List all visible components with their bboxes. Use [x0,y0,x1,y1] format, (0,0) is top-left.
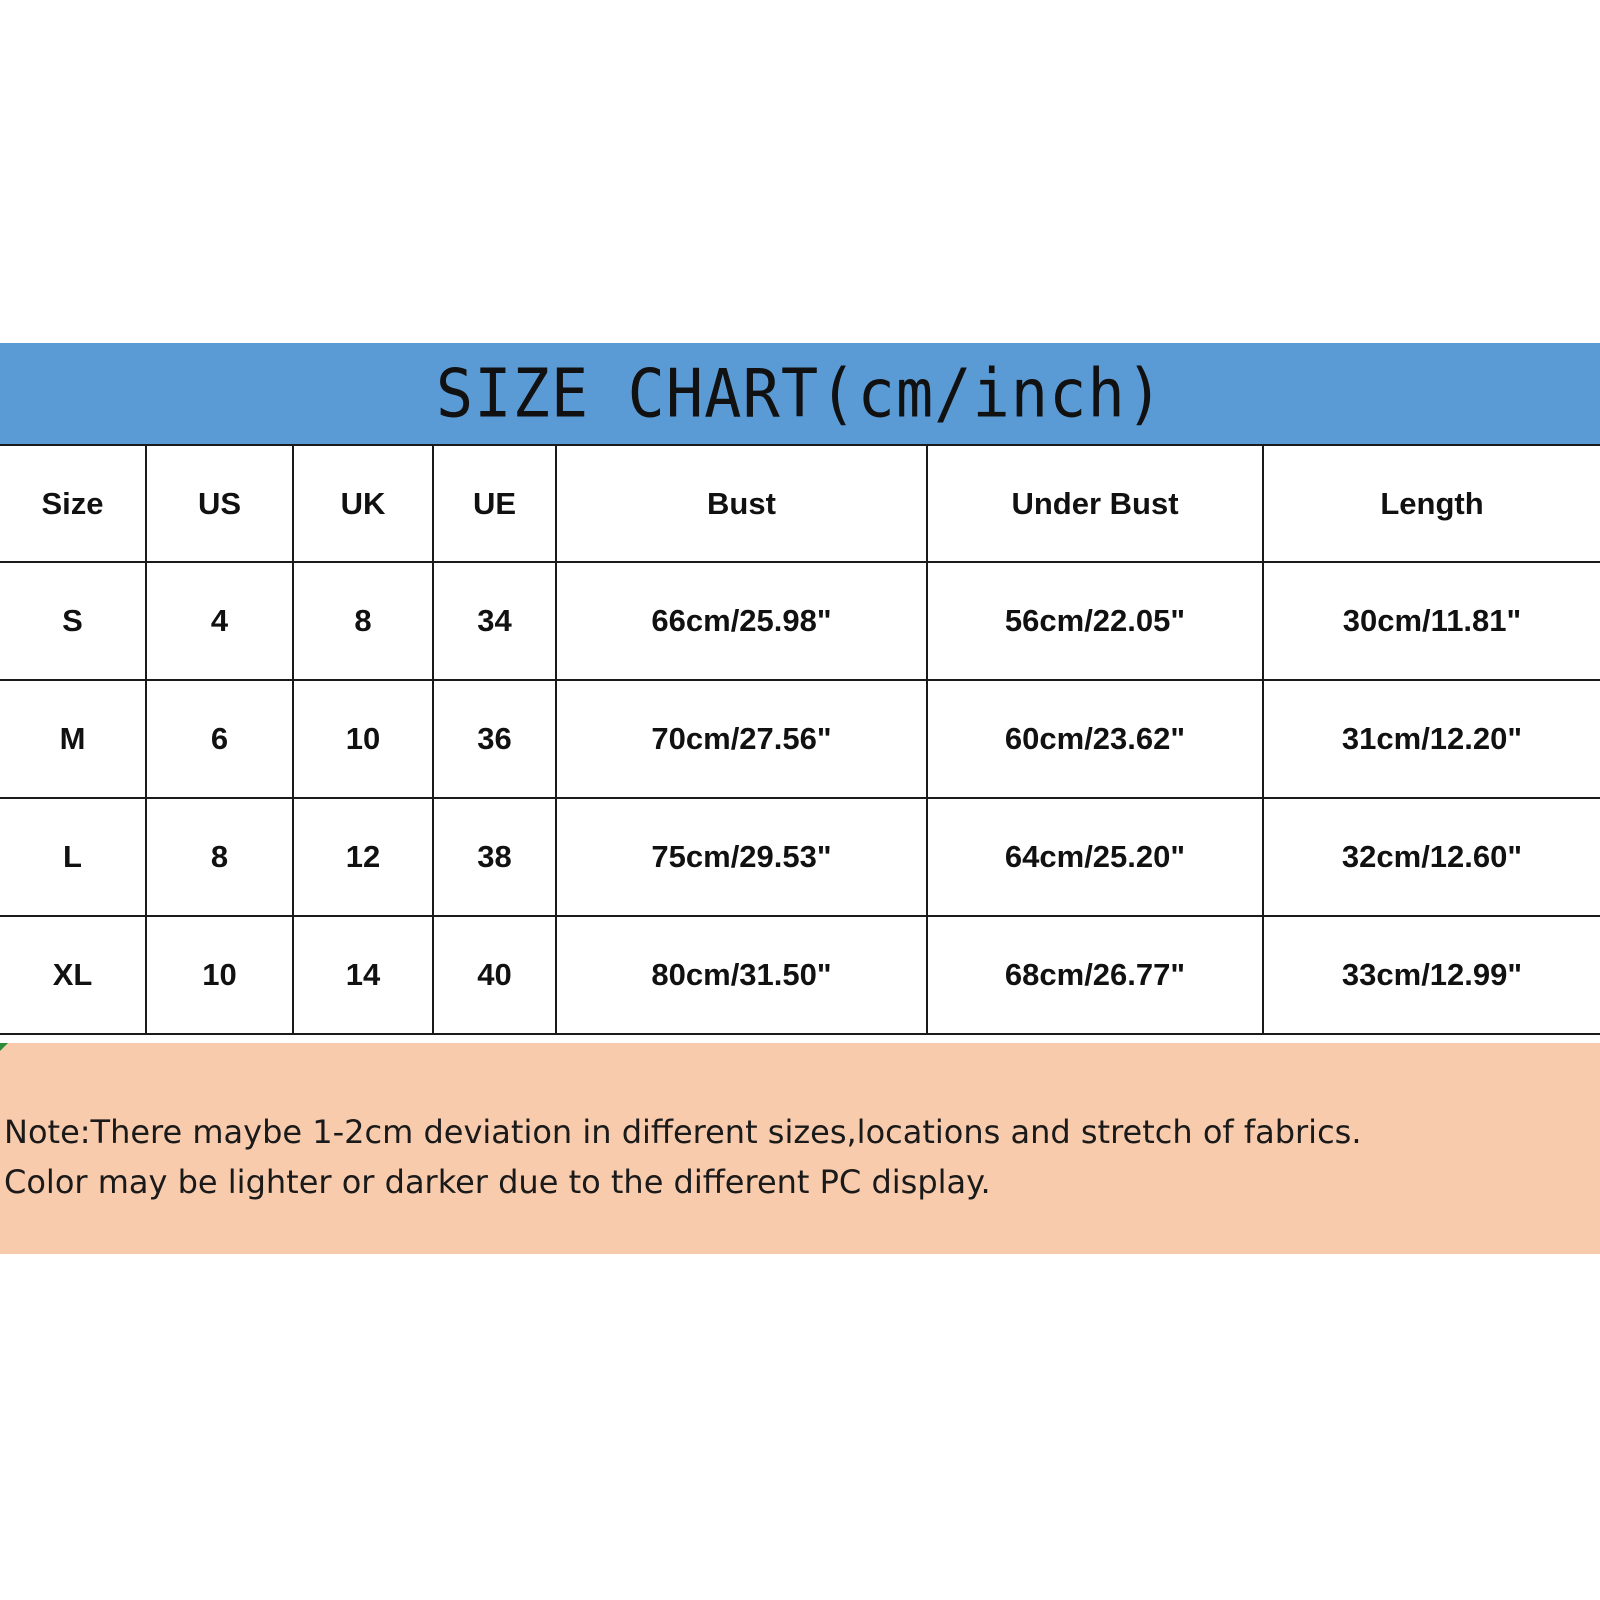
cell-under-bust: 68cm/26.77" [927,916,1263,1034]
table-header-row [0,445,1600,562]
header-uk: UK [293,445,433,562]
note-line-deviation: Note:There maybe 1-2cm deviation in different sizes,locations and stretch of fabrics. [4,1113,1362,1151]
cell-uk: 14 [293,916,433,1034]
cell-ue: 36 [433,680,556,798]
table-row [0,798,1600,916]
cell-size: M [0,680,146,798]
cell-length: 33cm/12.99" [1263,916,1600,1034]
cell-length: 31cm/12.20" [1263,680,1600,798]
header-us: US [146,445,293,562]
note-line-color: Color may be lighter or darker due to the different PC display. [4,1163,991,1201]
chart-title: SIZE CHART(cm/inch) [435,354,1165,433]
cell-bust: 80cm/31.50" [556,916,927,1034]
table-row [0,680,1600,798]
cell-size: L [0,798,146,916]
title-banner [0,343,1600,444]
corner-mark [0,1043,8,1051]
note-panel [0,1043,1600,1254]
cell-bust: 70cm/27.56" [556,680,927,798]
cell-uk: 10 [293,680,433,798]
table-row [0,562,1600,680]
cell-us: 8 [146,798,293,916]
cell-uk: 12 [293,798,433,916]
header-size: Size [0,445,146,562]
cell-under-bust: 56cm/22.05" [927,562,1263,680]
cell-under-bust: 64cm/25.20" [927,798,1263,916]
cell-bust: 75cm/29.53" [556,798,927,916]
size-table [0,444,1600,1035]
cell-ue: 40 [433,916,556,1034]
cell-ue: 34 [433,562,556,680]
cell-uk: 8 [293,562,433,680]
header-under-bust: Under Bust [927,445,1263,562]
cell-length: 32cm/12.60" [1263,798,1600,916]
cell-size: S [0,562,146,680]
header-length: Length [1263,445,1600,562]
cell-us: 6 [146,680,293,798]
cell-length: 30cm/11.81" [1263,562,1600,680]
cell-size: XL [0,916,146,1034]
cell-under-bust: 60cm/23.62" [927,680,1263,798]
header-ue: UE [433,445,556,562]
header-bust: Bust [556,445,927,562]
cell-us: 4 [146,562,293,680]
cell-us: 10 [146,916,293,1034]
cell-ue: 38 [433,798,556,916]
table-row [0,916,1600,1034]
cell-bust: 66cm/25.98" [556,562,927,680]
